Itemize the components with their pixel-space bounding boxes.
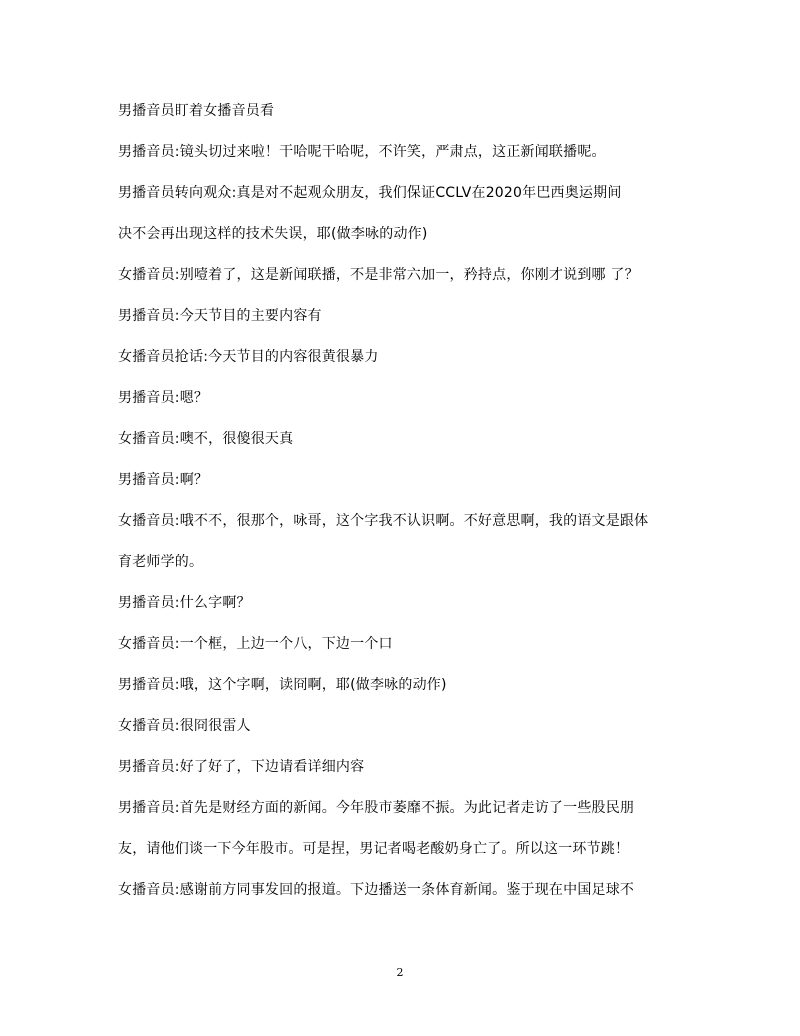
text-line: 男播音员转向观众:真是对不起观众朋友，我们保证CCLV在2020年巴西奥运期间 bbox=[118, 185, 622, 201]
text-line: 女播音员抢话:今天节目的内容很黄很暴力 bbox=[118, 349, 379, 365]
text-line: 男播音员:镜头切过来啦！干哈呢干哈呢，不许笑，严肃点，这正新闻联播呢。 bbox=[118, 144, 606, 160]
text-line: 育老师学的。 bbox=[118, 554, 204, 570]
page-number: 2 bbox=[396, 966, 404, 979]
text-line: 男播音员:今天节目的主要内容有 bbox=[118, 308, 322, 324]
text-line: 女播音员:感谢前方同事发回的报道。下边播送一条体育新闻。鉴于现在中国足球不 bbox=[118, 882, 635, 898]
text-line: 男播音员:什么字啊？ bbox=[118, 595, 251, 611]
text-line: 男播音员:好了好了，下边请看详细内容 bbox=[118, 759, 365, 775]
text-line: 女播音员:噢不，很傻很天真 bbox=[118, 431, 294, 447]
document-body bbox=[118, 103, 688, 923]
text-line: 女播音员:很冏很雷人 bbox=[118, 718, 251, 734]
text-line: 男播音员盯着女播音员看 bbox=[118, 103, 275, 119]
text-line: 男播音员:啊？ bbox=[118, 472, 209, 488]
text-line: 男播音员:嗯？ bbox=[118, 390, 209, 406]
text-line: 女播音员:一个框，上边一个八，下边一个口 bbox=[118, 636, 393, 652]
text-line: 女播音员:别噎着了，这是新闻联播，不是非常六加一，矜持点，你刚才说到哪 了？ bbox=[118, 267, 639, 283]
text-line: 男播音员:首先是财经方面的新闻。今年股市萎靡不振。为此记者走访了一些股民朋 bbox=[118, 800, 635, 816]
text-line: 决不会再出现这样的技术失误，耶(做李咏的动作) bbox=[118, 226, 428, 242]
text-line: 友，请他们谈一下今年股市。可是捏，男记者喝老酸奶身亡了。所以这一环节跳！ bbox=[118, 841, 630, 857]
text-line: 女播音员:哦不不，很那个，咏哥，这个字我不认识啊。不好意思啊，我的语文是跟体 bbox=[118, 513, 649, 529]
text-line: 男播音员:哦，这个字啊，读冏啊，耶(做李咏的动作) bbox=[118, 677, 447, 693]
